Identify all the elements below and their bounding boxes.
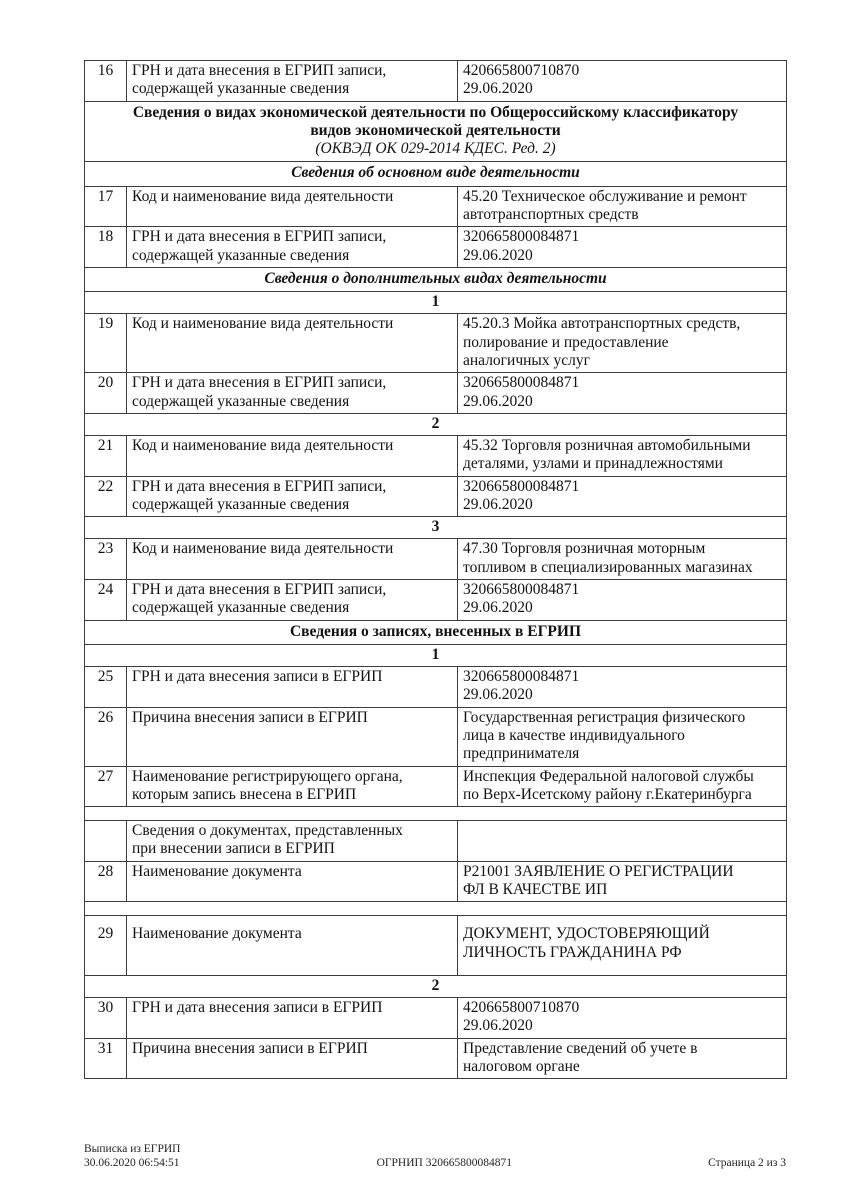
- row-label-cell: [127, 227, 458, 268]
- row-value-cell: [458, 227, 787, 268]
- row-label-line: ГРН и дата внесения в ЕГРИП записи,: [132, 477, 387, 495]
- row-number-cell: 24: [85, 580, 127, 621]
- row-label-line: содержащей указанные сведения: [132, 80, 350, 98]
- row-label-cell: [127, 861, 458, 902]
- row-number-cell: 28: [85, 861, 127, 902]
- section-row: [85, 162, 787, 186]
- row-value-cell: [458, 916, 787, 976]
- row-value-line: 420665800710870: [463, 62, 580, 79]
- row-value-line: 45.32 Торговля розничная автомобильными: [463, 437, 751, 455]
- row-value-line: Р21001 ЗАЯВЛЕНИЕ О РЕГИСТРАЦИИ: [463, 862, 734, 880]
- row-value-cell: [458, 476, 787, 517]
- table-row: [85, 314, 787, 373]
- row-value-line: 29.06.2020: [463, 599, 533, 617]
- row-value-cell: [458, 707, 787, 766]
- section-header-cell: [85, 267, 787, 291]
- row-label-cell: [127, 1038, 458, 1079]
- footer-ogrnip: ОГРНИП 320665800084871: [376, 1156, 512, 1169]
- row-label-line: Код и наименование вида деятельности: [132, 437, 394, 455]
- row-label-line: Код и наименование вида деятельности: [132, 315, 394, 333]
- index-cell: 1: [85, 292, 787, 314]
- row-number-cell: 23: [85, 539, 127, 580]
- row-value-line: автотранспортных средств: [463, 205, 639, 223]
- row-value-line: 29.06.2020: [463, 1017, 533, 1035]
- row-value-line: 420665800710870: [463, 999, 580, 1017]
- row-value-cell: [458, 580, 787, 621]
- row-value-line: 320665800084871: [463, 374, 580, 392]
- row-value-line: ЛИЧНОСТЬ ГРАЖДАНИНА РФ: [463, 943, 682, 961]
- section-header-line: Сведения об основном виде деятельности: [291, 164, 580, 182]
- row-value-line: 29.06.2020: [463, 686, 533, 704]
- row-label-cell: [127, 186, 458, 227]
- row-value-cell: [458, 998, 787, 1039]
- row-label-cell: [127, 373, 458, 414]
- row-label-line: Причина внесения записи в ЕГРИП: [132, 708, 368, 726]
- row-number-cell: 30: [85, 998, 127, 1039]
- row-value-line: 320665800084871: [463, 668, 580, 686]
- table-row: [85, 539, 787, 580]
- section-header-cell: [85, 101, 787, 162]
- row-label-line: ГРН и дата внесения в ЕГРИП записи,: [132, 581, 387, 599]
- row-label-line: ГРН и дата внесения в ЕГРИП записи,: [132, 374, 387, 392]
- section-row: [85, 267, 787, 291]
- row-number-cell: 26: [85, 707, 127, 766]
- section-row: [85, 101, 787, 162]
- row-number-cell: 19: [85, 314, 127, 373]
- row-number-cell: 25: [85, 667, 127, 708]
- row-value-cell: [458, 821, 787, 862]
- row-label-cell: [127, 916, 458, 976]
- index-row: [85, 292, 787, 314]
- table-row: [85, 61, 787, 102]
- row-value-cell: [458, 436, 787, 477]
- row-value-line: 45.20 Техническое обслуживание и ремонт: [463, 187, 747, 205]
- row-label-line: которым запись внесена в ЕГРИП: [132, 785, 357, 803]
- row-number-cell: [85, 821, 127, 862]
- row-label-line: Причина внесения записи в ЕГРИП: [132, 1039, 368, 1057]
- row-label-cell: [127, 766, 458, 807]
- row-number-cell: 22: [85, 476, 127, 517]
- row-label-line: Наименование регистрирующего органа,: [132, 767, 403, 785]
- page-footer: [84, 1143, 786, 1171]
- footer-extract-timestamp: 30.06.2020 06:54:51: [84, 1156, 180, 1169]
- row-label-line: содержащей указанные сведения: [132, 246, 350, 264]
- row-label-cell: [127, 61, 458, 102]
- row-value-line: 45.20.3 Мойка автотранспортных средств,: [463, 315, 741, 333]
- row-label-line: ГРН и дата внесения в ЕГРИП записи,: [132, 228, 387, 246]
- row-value-line: Инспекция Федеральной налоговой службы: [463, 767, 754, 785]
- row-label-line: ГРН и дата внесения записи в ЕГРИП: [132, 668, 383, 686]
- table-row: [85, 707, 787, 766]
- section-header-line: Сведения о видах экономической деятельности по Общероссийскому классификатору: [132, 103, 739, 121]
- index-row: [85, 413, 787, 435]
- table-row: [85, 1038, 787, 1079]
- row-label-cell: [127, 436, 458, 477]
- table-row: [85, 580, 787, 621]
- row-label-cell: [127, 998, 458, 1039]
- row-value-cell: [458, 186, 787, 227]
- row-value-line: 47.30 Торговля розничная моторным: [463, 540, 706, 558]
- row-value-line: 29.06.2020: [463, 495, 533, 513]
- spacer-row: [85, 807, 787, 821]
- index-cell: 3: [85, 517, 787, 539]
- row-label-line: Сведения о документах, представленных: [132, 822, 403, 840]
- index-cell: 2: [85, 413, 787, 435]
- index-cell: 2: [85, 975, 787, 997]
- row-value-line: 29.06.2020: [463, 392, 533, 410]
- row-value-cell: [458, 539, 787, 580]
- egrip-table-body: [85, 61, 787, 1079]
- section-header-cell: [85, 162, 787, 186]
- spacer-row: [85, 902, 787, 916]
- row-label-cell: [127, 314, 458, 373]
- row-label-line: содержащей указанные сведения: [132, 495, 350, 513]
- row-value-line: аналогичных услуг: [463, 351, 590, 369]
- section-row: [85, 620, 787, 644]
- row-value-line: ФЛ В КАЧЕСТВЕ ИП: [463, 880, 608, 898]
- table-row: [85, 186, 787, 227]
- egrip-table: [84, 60, 787, 1079]
- index-row: [85, 517, 787, 539]
- row-label-line: содержащей указанные сведения: [132, 392, 350, 410]
- row-label-cell: [127, 580, 458, 621]
- row-value-line: 29.06.2020: [463, 246, 533, 264]
- row-label-line: Код и наименование вида деятельности: [132, 187, 394, 205]
- row-value-line: ДОКУМЕНТ, УДОСТОВЕРЯЮЩИЙ: [463, 925, 710, 943]
- row-label-cell: [127, 539, 458, 580]
- row-value-cell: [458, 766, 787, 807]
- table-row: [85, 916, 787, 976]
- row-value-cell: [458, 667, 787, 708]
- row-number-cell: 17: [85, 186, 127, 227]
- table-row: [85, 998, 787, 1039]
- row-value-line: Государственная регистрация физического: [463, 708, 746, 726]
- row-value-cell: [458, 1038, 787, 1079]
- spacer-cell: [85, 902, 787, 916]
- row-value-line: 320665800084871: [463, 477, 580, 495]
- index-cell: 1: [85, 644, 787, 666]
- row-value-line: предпринимателя: [463, 745, 580, 763]
- row-number-cell: 21: [85, 436, 127, 477]
- row-label-cell: [127, 476, 458, 517]
- spacer-cell: [85, 807, 787, 821]
- footer-page-number: Страница 2 из 3: [708, 1156, 786, 1169]
- footer-extract-title: Выписка из ЕГРИП: [84, 1143, 181, 1155]
- section-header-line: Сведения о дополнительных видах деятельности: [264, 269, 607, 287]
- row-label-line: Наименование документа: [132, 925, 302, 943]
- row-value-cell: [458, 861, 787, 902]
- row-value-line: деталями, узлами и принадлежностями: [463, 455, 723, 473]
- row-label-cell: [127, 667, 458, 708]
- row-value-line: налоговом органе: [463, 1057, 580, 1075]
- row-number-cell: 27: [85, 766, 127, 807]
- table-row: [85, 373, 787, 414]
- table-row: [85, 821, 787, 862]
- index-row: [85, 644, 787, 666]
- row-label-line: ГРН и дата внесения в ЕГРИП записи,: [132, 62, 387, 79]
- row-label-line: Наименование документа: [132, 862, 302, 880]
- table-row: [85, 766, 787, 807]
- row-value-line: Представление сведений об учете в: [463, 1039, 698, 1057]
- row-number-cell: 20: [85, 373, 127, 414]
- section-header-cell: [85, 620, 787, 644]
- row-value-line: по Верх-Исетскому району г.Екатеринбурга: [463, 785, 752, 803]
- table-row: [85, 227, 787, 268]
- row-value-line: 320665800084871: [463, 228, 580, 246]
- row-value-line: лица в качестве индивидуального: [463, 727, 685, 744]
- row-label-line: Код и наименование вида деятельности: [132, 540, 394, 558]
- row-value-line: топливом в специализированных магазинах: [463, 558, 753, 576]
- row-label-line: содержащей указанные сведения: [132, 599, 350, 617]
- row-number-cell: 18: [85, 227, 127, 268]
- row-label-line: ГРН и дата внесения записи в ЕГРИП: [132, 999, 383, 1017]
- index-row: [85, 975, 787, 997]
- row-number-cell: 29: [85, 916, 127, 976]
- table-row: [85, 476, 787, 517]
- row-value-line: 320665800084871: [463, 581, 580, 599]
- table-row: [85, 436, 787, 477]
- table-row: [85, 667, 787, 708]
- row-value-cell: [458, 61, 787, 102]
- row-number-cell: 31: [85, 1038, 127, 1079]
- row-value-line: 29.06.2020: [463, 80, 533, 98]
- row-value-cell: [458, 314, 787, 373]
- row-value-cell: [458, 373, 787, 414]
- table-row: [85, 861, 787, 902]
- row-label-line: при внесении записи в ЕГРИП: [132, 840, 335, 858]
- section-header-line: (ОКВЭД ОК 029-2014 КДЕС. Ред. 2): [315, 140, 556, 158]
- row-label-cell: [127, 821, 458, 862]
- row-label-cell: [127, 707, 458, 766]
- footer-extract-info: [84, 1143, 180, 1171]
- section-header-line: видов экономической деятельности: [310, 121, 561, 139]
- row-number-cell: 16: [85, 61, 127, 102]
- row-value-line: полирование и предоставление: [463, 333, 669, 351]
- section-header-line: Сведения о записях, внесенных в ЕГРИП: [289, 622, 582, 640]
